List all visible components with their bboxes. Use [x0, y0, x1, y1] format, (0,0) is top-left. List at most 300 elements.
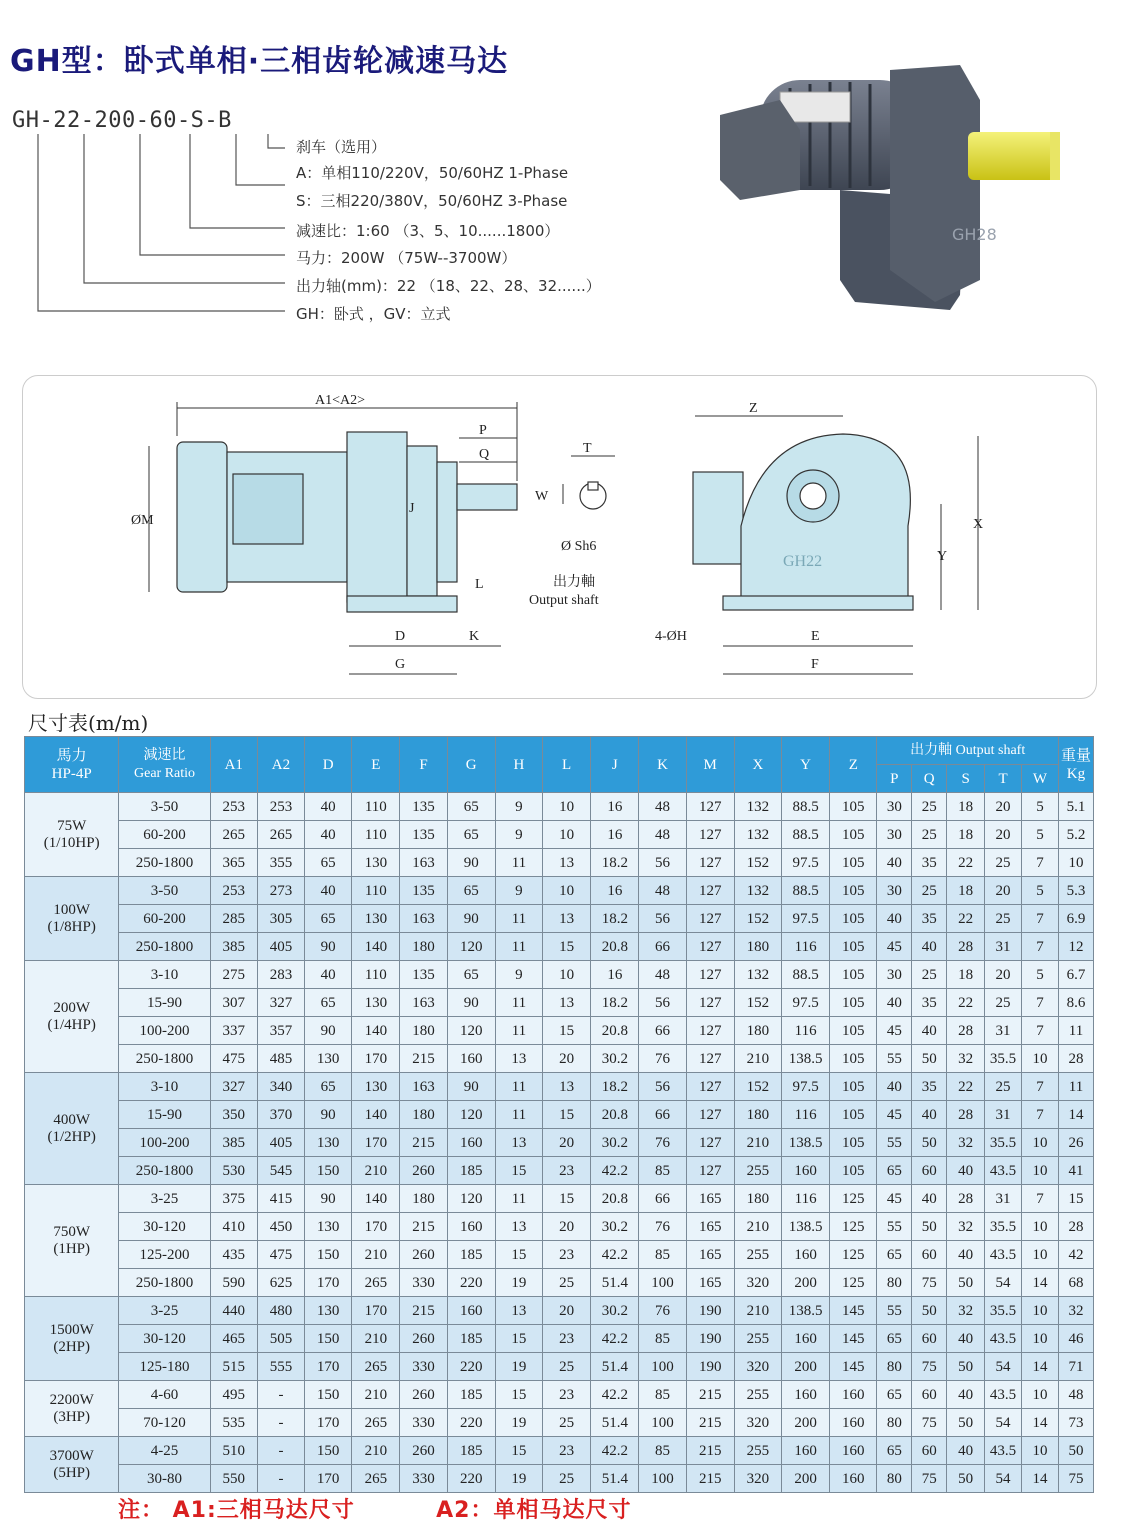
- dim-cell: 10: [1022, 1241, 1059, 1269]
- dim-cell: 253: [210, 793, 257, 821]
- dim-cell: 130: [305, 1213, 352, 1241]
- dim-cell: 80: [877, 1409, 912, 1437]
- legend-type: GH：卧式 ，GV：立式: [296, 305, 451, 323]
- dim-cell: 97.5: [782, 989, 830, 1017]
- dim-cell: 163: [400, 1073, 447, 1101]
- dim-cell: 145: [830, 1353, 877, 1381]
- dim-cell: 30.2: [591, 1129, 639, 1157]
- dim-cell: 16: [591, 961, 639, 989]
- dim-cell: 75: [912, 1269, 947, 1297]
- dim-cell: 180: [734, 1185, 781, 1213]
- dim-cell: 55: [877, 1129, 912, 1157]
- label-q: Q: [479, 447, 490, 462]
- dim-cell: 485: [257, 1045, 304, 1073]
- dim-cell: 18: [947, 877, 985, 905]
- dim-cell: 163: [400, 989, 447, 1017]
- dim-cell: 11: [495, 933, 542, 961]
- dim-cell: 125: [830, 1213, 877, 1241]
- dim-cell: 54: [985, 1409, 1022, 1437]
- dim-cell: 75: [912, 1353, 947, 1381]
- dim-cell: 8.6: [1058, 989, 1093, 1017]
- dim-cell: 10: [1022, 1297, 1059, 1325]
- dim-cell: 25: [912, 793, 947, 821]
- dim-cell: 65: [447, 793, 495, 821]
- dim-cell: 43.5: [985, 1381, 1022, 1409]
- dim-cell: 210: [352, 1325, 400, 1353]
- page-title: GH型：卧式单相·三相齿轮减速马达: [10, 44, 509, 79]
- dim-cell: 152: [734, 849, 781, 877]
- dim-cell: 55: [877, 1045, 912, 1073]
- dim-cell: 65: [447, 877, 495, 905]
- dim-cell: 75: [912, 1465, 947, 1493]
- label-sh6: Ø Sh6: [561, 539, 597, 554]
- dim-cell: 76: [639, 1297, 686, 1325]
- table-row: [25, 1185, 1094, 1213]
- footnote: [118, 1493, 631, 1524]
- header-col: X: [734, 737, 781, 793]
- dim-cell: 80: [877, 1465, 912, 1493]
- table-row: [25, 989, 1094, 1017]
- ratio-cell: 250-1800: [119, 1269, 210, 1297]
- label-shaft-en: Output shaft: [529, 593, 599, 608]
- table-row: [25, 821, 1094, 849]
- label-z: Z: [749, 401, 758, 416]
- dim-cell: 130: [352, 905, 400, 933]
- dim-cell: 11: [495, 849, 542, 877]
- ratio-cell: 3-10: [119, 961, 210, 989]
- dim-cell: 11: [495, 1185, 542, 1213]
- dim-cell: 105: [830, 1101, 877, 1129]
- header-col: K: [639, 737, 686, 793]
- ratio-cell: 250-1800: [119, 933, 210, 961]
- ratio-cell: 125-180: [119, 1353, 210, 1381]
- dim-cell: 35: [912, 1073, 947, 1101]
- dim-cell: 48: [1058, 1381, 1093, 1409]
- dim-cell: 15: [495, 1437, 542, 1465]
- ratio-cell: 250-1800: [119, 1157, 210, 1185]
- dim-cell: 10: [1022, 1325, 1059, 1353]
- dim-cell: 35.5: [985, 1213, 1022, 1241]
- dim-cell: 132: [734, 793, 781, 821]
- dim-cell: 590: [210, 1269, 257, 1297]
- dim-cell: 40: [912, 1185, 947, 1213]
- dim-cell: 150: [305, 1241, 352, 1269]
- dim-cell: 405: [257, 933, 304, 961]
- header-shaft-col: Q: [912, 765, 947, 793]
- dim-cell: 88.5: [782, 961, 830, 989]
- dim-cell: 550: [210, 1465, 257, 1493]
- ratio-cell: 60-200: [119, 905, 210, 933]
- dim-cell: 50: [912, 1129, 947, 1157]
- dim-cell: 255: [734, 1157, 781, 1185]
- dim-cell: 127: [686, 877, 734, 905]
- dim-cell: 210: [352, 1437, 400, 1465]
- dim-cell: 200: [782, 1269, 830, 1297]
- dim-cell: 28: [947, 933, 985, 961]
- dim-cell: 25: [985, 989, 1022, 1017]
- dim-cell: 340: [257, 1073, 304, 1101]
- dim-cell: 200: [782, 1465, 830, 1493]
- dim-cell: 7: [1022, 1017, 1059, 1045]
- dim-cell: 165: [686, 1185, 734, 1213]
- dim-cell: 32: [947, 1129, 985, 1157]
- dim-cell: 7: [1022, 849, 1059, 877]
- dim-cell: 265: [352, 1269, 400, 1297]
- label-a1a2: A1<A2>: [315, 393, 366, 408]
- dim-cell: 210: [734, 1297, 781, 1325]
- table-row: [25, 1157, 1094, 1185]
- dim-cell: 40: [912, 1101, 947, 1129]
- dim-cell: 160: [830, 1381, 877, 1409]
- dim-cell: 170: [352, 1297, 400, 1325]
- ratio-cell: 4-25: [119, 1437, 210, 1465]
- dim-cell: 14: [1022, 1465, 1059, 1493]
- dim-cell: 28: [1058, 1045, 1093, 1073]
- dim-cell: 90: [305, 1101, 352, 1129]
- dim-cell: 130: [352, 849, 400, 877]
- dim-cell: 40: [305, 821, 352, 849]
- dim-cell: 210: [352, 1381, 400, 1409]
- dim-cell: 170: [352, 1045, 400, 1073]
- ratio-cell: 30-120: [119, 1325, 210, 1353]
- table-row: [25, 905, 1094, 933]
- dim-cell: 210: [734, 1129, 781, 1157]
- power-group-cell: 3700W (5HP): [25, 1437, 119, 1493]
- ratio-cell: 70-120: [119, 1409, 210, 1437]
- dim-cell: 127: [686, 989, 734, 1017]
- dim-cell: 7: [1022, 1185, 1059, 1213]
- dim-cell: 135: [400, 793, 447, 821]
- label-k: K: [469, 629, 480, 644]
- dim-cell: 220: [447, 1409, 495, 1437]
- dim-cell: 330: [400, 1269, 447, 1297]
- dim-cell: 40: [947, 1381, 985, 1409]
- dim-cell: 19: [495, 1465, 542, 1493]
- dim-cell: 9: [495, 821, 542, 849]
- table-row: [25, 1073, 1094, 1101]
- dim-cell: 130: [305, 1129, 352, 1157]
- dim-cell: 85: [639, 1241, 686, 1269]
- dim-cell: 32: [947, 1213, 985, 1241]
- dim-cell: 30: [877, 793, 912, 821]
- dim-cell: 15: [495, 1325, 542, 1353]
- dim-cell: 13: [495, 1045, 542, 1073]
- label-w: W: [535, 489, 549, 504]
- ratio-cell: 15-90: [119, 989, 210, 1017]
- table-row: [25, 1129, 1094, 1157]
- dim-cell: 11: [495, 905, 542, 933]
- dim-cell: 140: [352, 1017, 400, 1045]
- dim-cell: 30: [877, 961, 912, 989]
- dim-cell: 145: [830, 1297, 877, 1325]
- dim-cell: 105: [830, 793, 877, 821]
- dimension-table: [24, 736, 1094, 1493]
- label-y: Y: [937, 549, 948, 564]
- dim-cell: 15: [543, 1185, 591, 1213]
- dim-cell: 160: [830, 1437, 877, 1465]
- dim-cell: 285: [210, 905, 257, 933]
- dim-cell: 180: [734, 933, 781, 961]
- header-col: D: [305, 737, 352, 793]
- dim-cell: 71: [1058, 1353, 1093, 1381]
- dim-cell: 55: [877, 1297, 912, 1325]
- dim-cell: 56: [639, 849, 686, 877]
- dim-cell: 56: [639, 989, 686, 1017]
- table-row: [25, 877, 1094, 905]
- dim-cell: 13: [495, 1129, 542, 1157]
- dim-cell: 90: [305, 933, 352, 961]
- dim-cell: 480: [257, 1297, 304, 1325]
- header-col: E: [352, 737, 400, 793]
- dim-cell: 135: [400, 821, 447, 849]
- dim-cell: 48: [639, 793, 686, 821]
- table-row: [25, 961, 1094, 989]
- dim-cell: 65: [877, 1381, 912, 1409]
- dim-cell: 125: [830, 1241, 877, 1269]
- dim-cell: 16: [591, 821, 639, 849]
- table-row: [25, 793, 1094, 821]
- label-gh22: GH22: [783, 553, 823, 570]
- legend-ratio: 减速比：1:60 （3、5、10......1800）: [296, 222, 560, 240]
- dim-cell: 260: [400, 1325, 447, 1353]
- dim-cell: 180: [734, 1101, 781, 1129]
- header-shaft-col: W: [1022, 765, 1059, 793]
- table-row: [25, 1269, 1094, 1297]
- dim-cell: 283: [257, 961, 304, 989]
- table-row: [25, 1325, 1094, 1353]
- dim-cell: 9: [495, 961, 542, 989]
- dim-cell: 120: [447, 1101, 495, 1129]
- ratio-cell: 3-50: [119, 877, 210, 905]
- dim-cell: 40: [877, 849, 912, 877]
- ratio-cell: 3-25: [119, 1185, 210, 1213]
- dim-cell: 5.2: [1058, 821, 1093, 849]
- header-shaft-col: S: [947, 765, 985, 793]
- dim-cell: 265: [210, 821, 257, 849]
- dim-cell: 15: [1058, 1185, 1093, 1213]
- header-col: Y: [782, 737, 830, 793]
- dim-cell: 60: [912, 1325, 947, 1353]
- dim-cell: 10: [543, 877, 591, 905]
- label-g: G: [395, 657, 406, 672]
- dim-cell: 11: [495, 1101, 542, 1129]
- dim-cell: 120: [447, 1017, 495, 1045]
- table-title: 尺寸表(m/m): [28, 711, 149, 735]
- dim-cell: 127: [686, 933, 734, 961]
- dim-cell: 30: [877, 821, 912, 849]
- dim-cell: 51.4: [591, 1465, 639, 1493]
- dim-cell: 110: [352, 877, 400, 905]
- dim-cell: 60: [912, 1437, 947, 1465]
- dim-cell: 43.5: [985, 1325, 1022, 1353]
- dim-cell: 20.8: [591, 1101, 639, 1129]
- dim-cell: 75: [1058, 1465, 1093, 1493]
- table-body: [25, 793, 1094, 1493]
- dim-cell: 545: [257, 1157, 304, 1185]
- dim-cell: 10: [1022, 1381, 1059, 1409]
- dim-cell: 215: [686, 1409, 734, 1437]
- dim-cell: 10: [1058, 849, 1093, 877]
- dim-cell: 10: [1022, 1437, 1059, 1465]
- dim-cell: 152: [734, 1073, 781, 1101]
- note-a1: 注： A1:三相马达尺寸: [118, 1498, 355, 1523]
- dim-cell: 215: [400, 1045, 447, 1073]
- dim-cell: 40: [305, 961, 352, 989]
- dim-cell: 40: [947, 1325, 985, 1353]
- dim-cell: 48: [639, 961, 686, 989]
- dim-cell: 23: [543, 1437, 591, 1465]
- dim-cell: 330: [400, 1465, 447, 1493]
- dim-cell: 40: [912, 933, 947, 961]
- dim-cell: 97.5: [782, 849, 830, 877]
- dim-cell: 15: [543, 933, 591, 961]
- dim-cell: 170: [305, 1409, 352, 1437]
- dim-cell: 410: [210, 1213, 257, 1241]
- dim-cell: 265: [352, 1409, 400, 1437]
- dim-cell: 415: [257, 1185, 304, 1213]
- dim-cell: 19: [495, 1409, 542, 1437]
- legend-shaft: 出力轴(mm)：22 （18、22、28、32......）: [296, 277, 601, 295]
- table-row: [25, 933, 1094, 961]
- dim-cell: 170: [305, 1353, 352, 1381]
- dim-cell: 375: [210, 1185, 257, 1213]
- dim-cell: 68: [1058, 1269, 1093, 1297]
- dim-cell: 357: [257, 1017, 304, 1045]
- dim-cell: 170: [352, 1129, 400, 1157]
- dim-cell: 132: [734, 961, 781, 989]
- dim-cell: 10: [1022, 1213, 1059, 1241]
- ratio-cell: 100-200: [119, 1017, 210, 1045]
- dim-cell: 56: [639, 1073, 686, 1101]
- ratio-cell: 30-120: [119, 1213, 210, 1241]
- dim-cell: 22: [947, 849, 985, 877]
- dim-cell: 180: [400, 1017, 447, 1045]
- dim-cell: 110: [352, 961, 400, 989]
- ratio-cell: 250-1800: [119, 849, 210, 877]
- dim-cell: 190: [686, 1353, 734, 1381]
- dim-cell: 54: [985, 1465, 1022, 1493]
- dim-cell: 65: [877, 1437, 912, 1465]
- dim-cell: 220: [447, 1269, 495, 1297]
- dim-cell: 5: [1022, 821, 1059, 849]
- dim-cell: 18.2: [591, 905, 639, 933]
- dim-cell: 355: [257, 849, 304, 877]
- dim-cell: 127: [686, 849, 734, 877]
- dim-cell: 11: [495, 1073, 542, 1101]
- dim-cell: 28: [947, 1101, 985, 1129]
- dim-cell: 10: [543, 821, 591, 849]
- dim-cell: 160: [447, 1045, 495, 1073]
- dim-cell: 127: [686, 1101, 734, 1129]
- table-row: [25, 1353, 1094, 1381]
- dim-cell: 385: [210, 1129, 257, 1157]
- dim-cell: 25: [912, 877, 947, 905]
- dim-cell: 42.2: [591, 1381, 639, 1409]
- ratio-cell: 60-200: [119, 821, 210, 849]
- dim-cell: 275: [210, 961, 257, 989]
- table-row: [25, 1101, 1094, 1129]
- dim-cell: 90: [305, 1185, 352, 1213]
- dim-cell: 330: [400, 1409, 447, 1437]
- dim-cell: 140: [352, 933, 400, 961]
- dim-cell: 105: [830, 877, 877, 905]
- power-group-cell: 400W (1/2HP): [25, 1073, 119, 1185]
- dim-cell: 105: [830, 1073, 877, 1101]
- dim-cell: 22: [947, 1073, 985, 1101]
- dim-cell: 165: [686, 1241, 734, 1269]
- dim-cell: 255: [734, 1325, 781, 1353]
- dim-cell: 13: [543, 989, 591, 1017]
- dim-cell: 127: [686, 793, 734, 821]
- header-weight: 重量 Kg: [1058, 737, 1093, 793]
- dim-cell: 135: [400, 877, 447, 905]
- dim-cell: 35.5: [985, 1045, 1022, 1073]
- power-group-cell: 2200W (3HP): [25, 1381, 119, 1437]
- dim-cell: 160: [782, 1325, 830, 1353]
- dim-cell: 100: [639, 1353, 686, 1381]
- dim-cell: 127: [686, 1045, 734, 1073]
- dim-cell: -: [257, 1409, 304, 1437]
- dim-cell: 510: [210, 1437, 257, 1465]
- label-x: X: [973, 517, 984, 532]
- dim-cell: 18: [947, 961, 985, 989]
- label-m: ØM: [131, 513, 154, 528]
- dim-cell: 255: [734, 1437, 781, 1465]
- dim-cell: 450: [257, 1213, 304, 1241]
- dim-cell: 23: [543, 1381, 591, 1409]
- legend-brake: 刹车（选用）: [296, 138, 387, 156]
- dim-cell: 185: [447, 1325, 495, 1353]
- dim-cell: 30.2: [591, 1045, 639, 1073]
- dim-cell: 40: [947, 1157, 985, 1185]
- dim-cell: 105: [830, 989, 877, 1017]
- dim-cell: 25: [543, 1465, 591, 1493]
- dim-cell: 152: [734, 905, 781, 933]
- dim-cell: 13: [543, 1073, 591, 1101]
- dim-cell: 80: [877, 1353, 912, 1381]
- header-col: A2: [257, 737, 304, 793]
- dim-cell: 127: [686, 905, 734, 933]
- dim-cell: 320: [734, 1269, 781, 1297]
- dim-cell: 152: [734, 989, 781, 1017]
- dim-cell: 385: [210, 933, 257, 961]
- table-row: [25, 1045, 1094, 1073]
- dim-cell: 163: [400, 905, 447, 933]
- dim-cell: 51.4: [591, 1409, 639, 1437]
- dim-cell: -: [257, 1465, 304, 1493]
- dim-cell: 13: [543, 905, 591, 933]
- dim-cell: 28: [1058, 1213, 1093, 1241]
- dim-cell: 25: [912, 961, 947, 989]
- dim-cell: 32: [1058, 1297, 1093, 1325]
- dim-cell: 25: [985, 905, 1022, 933]
- dim-cell: 18.2: [591, 849, 639, 877]
- dim-cell: 14: [1022, 1269, 1059, 1297]
- dim-cell: 11: [495, 1017, 542, 1045]
- dim-cell: 85: [639, 1381, 686, 1409]
- dim-cell: 138.5: [782, 1045, 830, 1073]
- dim-cell: 185: [447, 1241, 495, 1269]
- model-code: GH-22-200-60-S-B: [12, 108, 232, 133]
- dim-cell: 46: [1058, 1325, 1093, 1353]
- dim-cell: 210: [352, 1157, 400, 1185]
- dim-cell: 163: [400, 849, 447, 877]
- dim-cell: 440: [210, 1297, 257, 1325]
- dim-cell: 320: [734, 1353, 781, 1381]
- dim-cell: 160: [782, 1241, 830, 1269]
- dim-cell: 105: [830, 1045, 877, 1073]
- dim-cell: 260: [400, 1437, 447, 1465]
